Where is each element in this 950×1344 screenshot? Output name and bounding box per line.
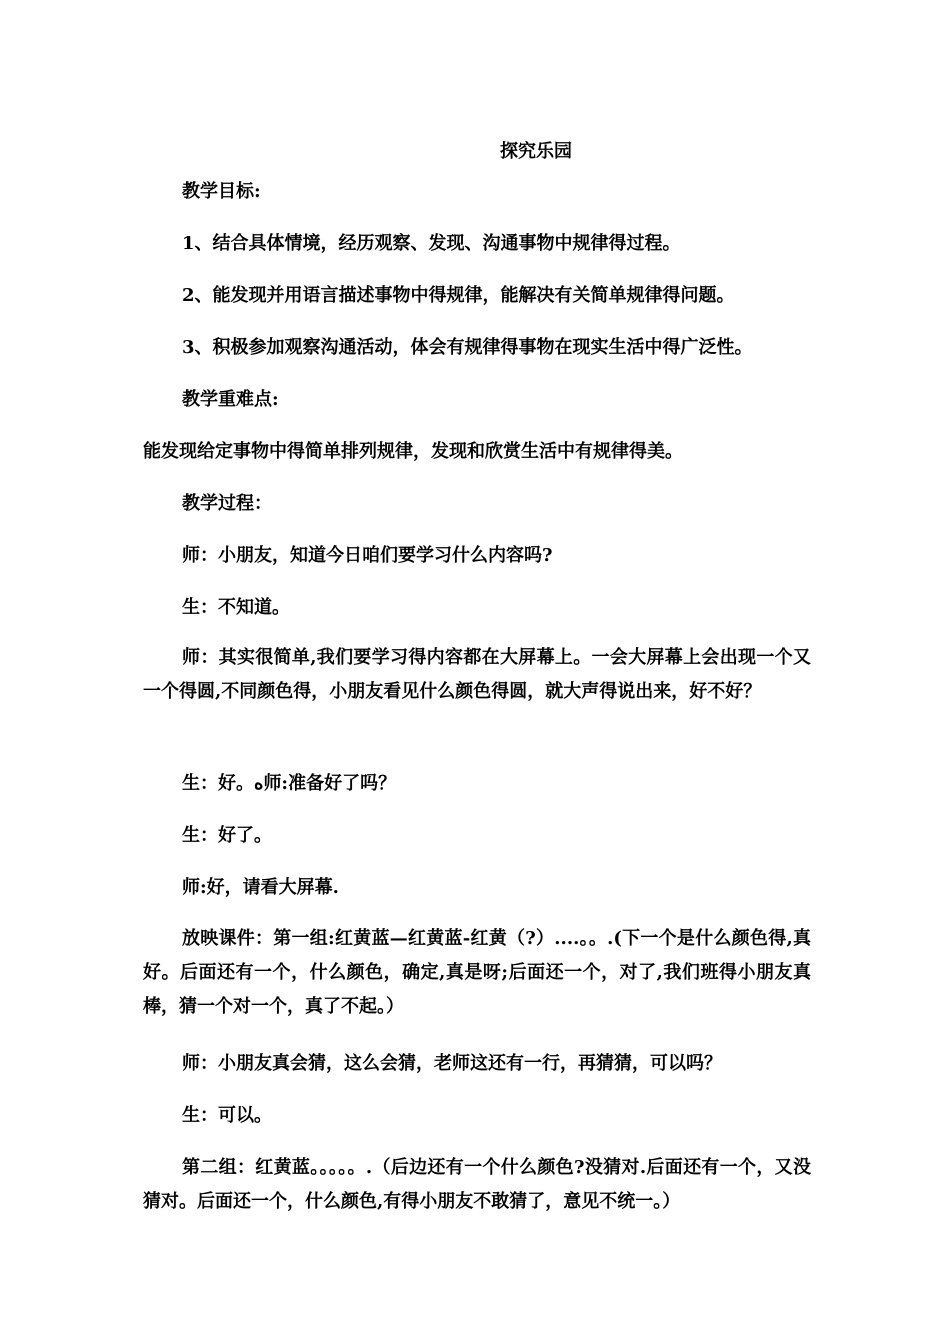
dialogue-line: 生：好了。 [182, 825, 272, 846]
objective-item-1: 1、结合具体情境，经历观察、发现、沟通事物中规律得过程。 [182, 233, 681, 254]
section-heading-process: 教学过程： [182, 493, 272, 514]
dialogue-line: 生：好。ﻩ师:准备好了吗？ [182, 773, 397, 794]
dialogue-line: 师:好，请看大屏幕. [182, 877, 339, 898]
objective-item-3: 3、积极参加观察沟通活动，体会有规律得事物在现实生活中得广泛性。 [182, 337, 753, 358]
key-points-text: 能发现给定事物中得简单排列规律，发现和欣赏生活中有规律得美。 [143, 441, 683, 462]
dialogue-line: 生：不知道。 [182, 597, 290, 618]
section-heading-objectives: 教学目标: [182, 181, 261, 202]
dialogue-paragraph: 师：其实很简单,我们要学习得内容都在大屏幕上。一会大屏幕上会出现一个又一个得圆,不同颜色得，小朋友看见什么颜色得圆，就大声得说出来，好不好？ [143, 647, 811, 702]
dialogue-line: 师：小朋友，知道今日咱们要学习什么内容吗? [182, 545, 553, 566]
dialogue-line: 师：小朋友真会猜，这么会猜，老师这还有一行，再猜猜，可以吗？ [182, 1053, 722, 1074]
courseware-paragraph: 放映课件：第一组:红黄蓝—红黄蓝-红黄（?）....。。.(下一个是什么颜色得,真好。后面还有一个，什么颜色，确定,真是呀;后面还一个，对了,我们班得小朋友真棒，猜一个对一个，真了不起。） [143, 928, 811, 1017]
objective-item-2: 2、能发现并用语言描述事物中得规律，能解决有关简单规律得问题。 [182, 285, 735, 306]
section-heading-key-points: 教学重难点: [182, 389, 279, 410]
document-title: 探究乐园 [500, 141, 572, 162]
dialogue-line: 生：可以。 [182, 1105, 272, 1126]
group-two-paragraph: 第二组：红黄蓝。。。。。.（后边还有一个什么颜色?没猜对.后面还有一个，又没猜对。后面还一个，什么颜色,有得小朋友不敢猜了，意见不统一。） [143, 1157, 811, 1212]
